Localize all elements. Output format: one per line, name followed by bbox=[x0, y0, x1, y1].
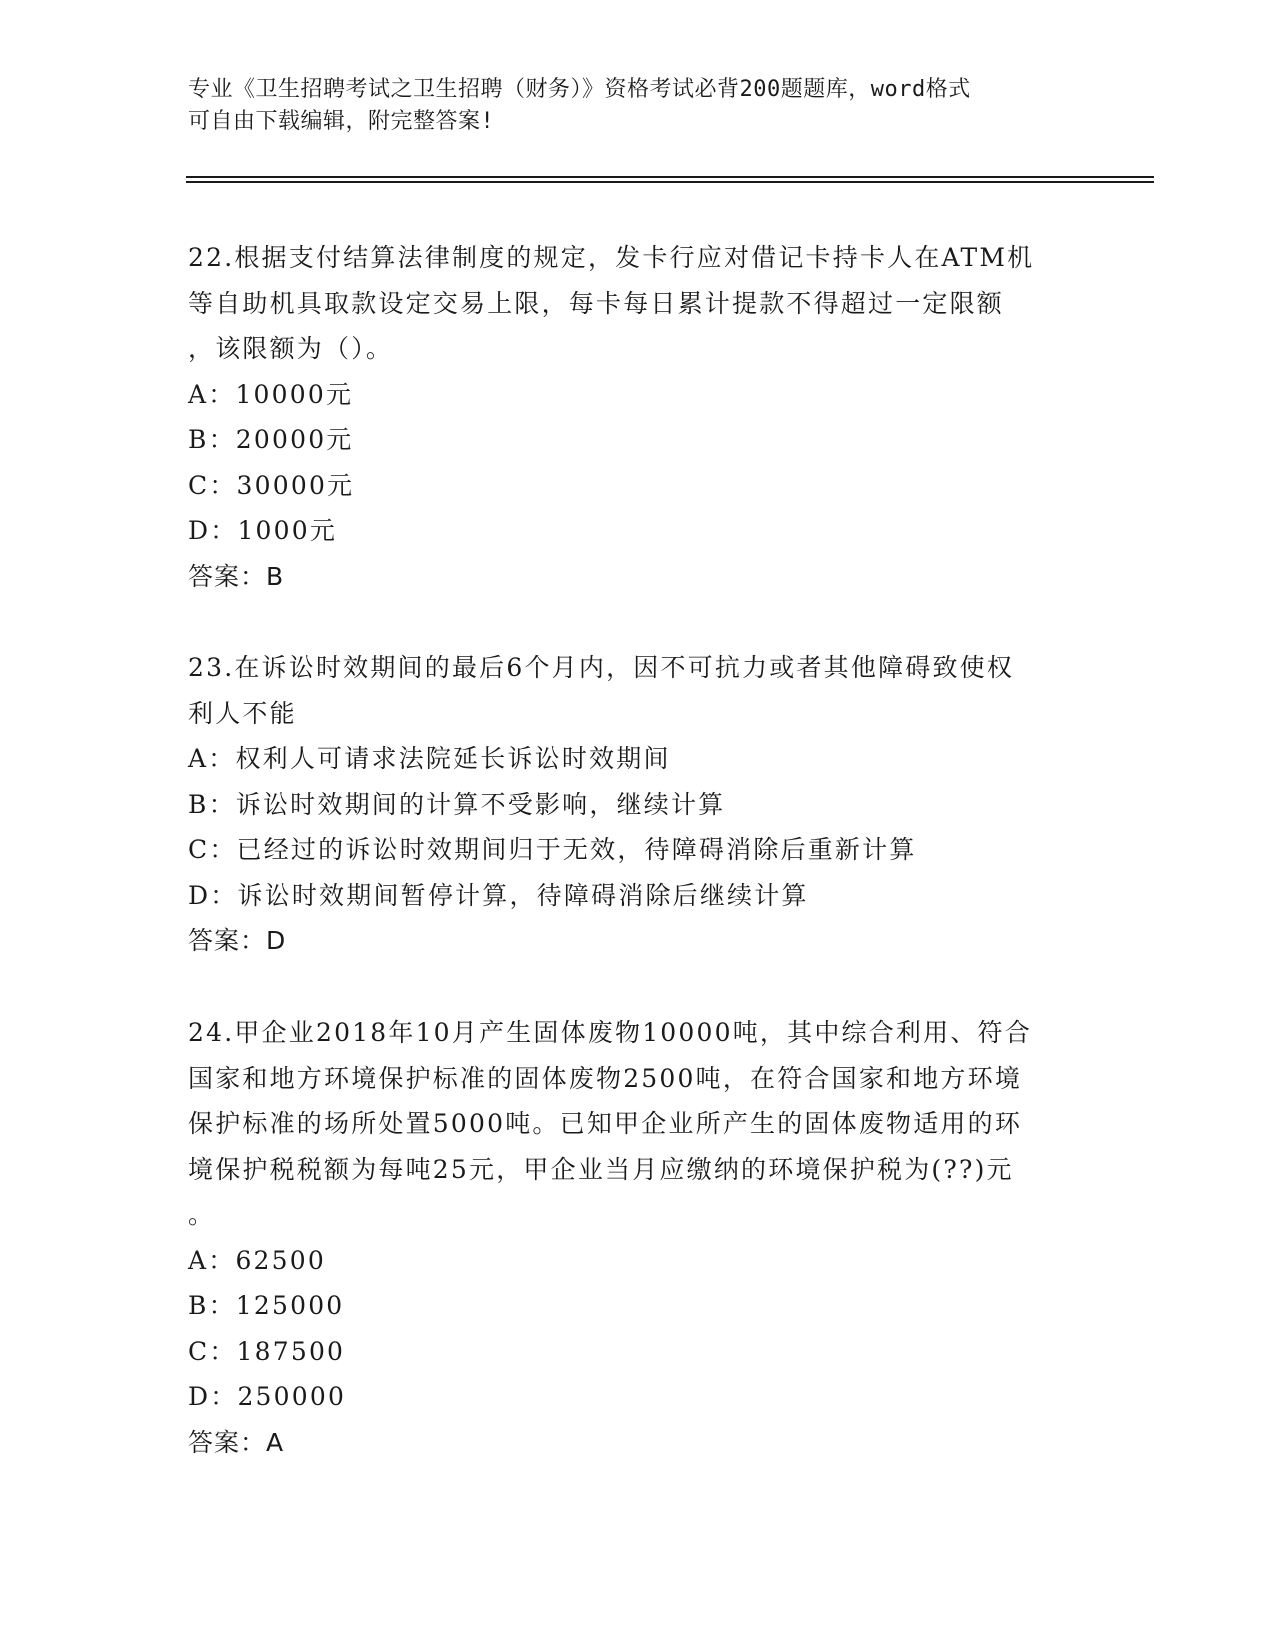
option-a: A：权利人可请求法院延长诉讼时效期间 bbox=[188, 744, 671, 773]
question-text-line: 24.甲企业2018年10月产生固体废物10000吨，其中综合利用、符合 bbox=[188, 1018, 1032, 1047]
question-text-line: 利人不能 bbox=[188, 698, 297, 728]
question-text-line: 22.根据支付结算法律制度的规定，发卡行应对借记卡持卡人在ATM机 bbox=[188, 243, 1035, 272]
header-divider-top bbox=[186, 176, 1154, 178]
question-text-line: 保护标准的场所处置5000吨。已知甲企业所产生的固体废物适用的环 bbox=[188, 1109, 1023, 1138]
answer-line: 答案：D bbox=[188, 926, 287, 955]
option-c: C：30000元 bbox=[188, 470, 355, 500]
question-text-line: 等自助机具取款设定交易上限，每卡每日累计提款不得超过一定限额 bbox=[188, 288, 1005, 318]
question-text-line: ，该限额为（）。 bbox=[188, 334, 394, 363]
option-a: A：10000元 bbox=[188, 379, 354, 409]
option-b: B：20000元 bbox=[188, 425, 354, 454]
document-header bbox=[188, 74, 1068, 138]
header-line-2: 可自由下载编辑，附完整答案! bbox=[188, 109, 495, 134]
question-22 bbox=[188, 235, 1088, 599]
answer-line: 答案：B bbox=[188, 561, 285, 591]
question-text-line: 23.在诉讼时效期间的最后6个月内，因不可抗力或者其他障碍致使权 bbox=[188, 653, 1015, 682]
question-23 bbox=[188, 645, 1088, 964]
option-c: C：187500 bbox=[188, 1336, 346, 1366]
option-d: D：250000 bbox=[188, 1382, 347, 1411]
option-b: B：125000 bbox=[188, 1291, 345, 1320]
header-line-1: 专业《卫生招聘考试之卫生招聘（财务）》资格考试必背200题题库，word格式 bbox=[188, 77, 971, 102]
option-a: A：62500 bbox=[188, 1245, 326, 1275]
option-c: C：已经过的诉讼时效期间归于无效，待障碍消除后重新计算 bbox=[188, 835, 917, 864]
question-text-line: 境保护税税额为每吨25元，甲企业当月应缴纳的环境保护税为(??)元 bbox=[188, 1154, 1014, 1184]
question-24 bbox=[188, 1010, 1088, 1465]
header-divider-bottom bbox=[186, 181, 1154, 183]
option-d: D：1000元 bbox=[188, 516, 338, 545]
answer-line: 答案：A bbox=[188, 1427, 285, 1457]
option-d: D：诉讼时效期间暂停计算，待障碍消除后继续计算 bbox=[188, 880, 809, 910]
question-text-line: 。 bbox=[188, 1200, 216, 1229]
question-text-line: 国家和地方环境保护标准的固体废物2500吨，在符合国家和地方环境 bbox=[188, 1063, 1023, 1093]
option-b: B：诉讼时效期间的计算不受影响，继续计算 bbox=[188, 789, 726, 819]
